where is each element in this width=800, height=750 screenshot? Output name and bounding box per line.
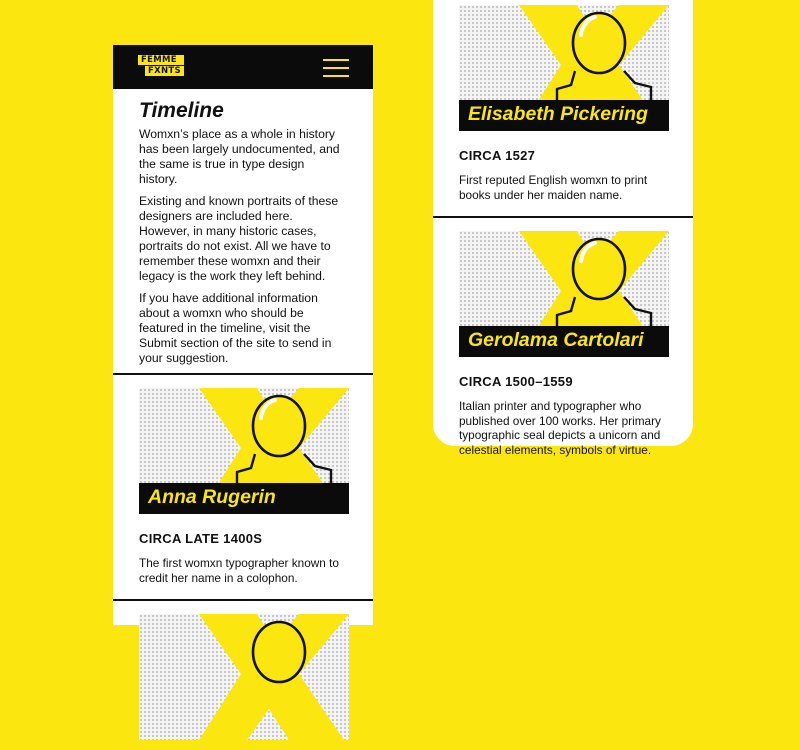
designer-description: Italian printer and typographer who published over 100 works. Her primary typographic seal depicts a unicorn and celestial elements, symbols of virtue.	[459, 399, 661, 457]
circa-date: CIRCA 1527	[459, 148, 536, 163]
femme-fonts-logo[interactable]	[138, 55, 184, 76]
name-plate	[459, 326, 669, 357]
timeline-card[interactable]	[113, 375, 373, 595]
portrait-placeholder	[139, 614, 349, 740]
timeline-card[interactable]	[433, 218, 693, 467]
circa-date: CIRCA LATE 1400S	[139, 531, 263, 546]
portrait-placeholder	[139, 388, 349, 514]
logo-line-2: FXNTS	[145, 66, 184, 76]
portrait-placeholder	[459, 231, 669, 357]
name-plate	[139, 483, 349, 514]
timeline-card[interactable]	[113, 601, 373, 750]
designer-description: The first womxn typographer known to credit her name in a colophon.	[139, 556, 339, 585]
page-title: Timeline	[139, 99, 224, 122]
designer-name: Gerolama Cartolari	[468, 329, 644, 351]
designer-name: Anna Rugerin	[148, 486, 276, 508]
designer-description: First reputed English womxn to print books under her maiden name.	[459, 173, 648, 202]
hamburger-menu-icon[interactable]	[323, 59, 349, 77]
timeline-card[interactable]	[433, 0, 693, 212]
logo-line-1: FEMME	[138, 55, 184, 65]
portrait-placeholder	[459, 5, 669, 131]
designer-name: Elisabeth Pickering	[468, 103, 648, 125]
phone-screen-left	[113, 45, 373, 625]
phone-screen-right	[433, 0, 693, 457]
circa-date: CIRCA 1500–1559	[459, 374, 573, 389]
name-plate	[459, 100, 669, 131]
silhouette-x-icon	[139, 614, 349, 740]
timeline-intro	[113, 89, 373, 366]
intro-paragraph: If you have additional information about a womxn who should be featured in the timeline, visit the Submit section of the site to send in your suggestion.	[139, 291, 332, 365]
intro-paragraph: Existing and known portraits of these designers are included here. However, in many historic cases, portraits do not exist. All we have to remember these womxn and their legacy is the work they left behind.	[139, 194, 339, 283]
intro-paragraph: Womxn’s place as a whole in history has been largely undocumented, and the same is true in type design history.	[139, 127, 340, 186]
app-header	[113, 45, 373, 89]
